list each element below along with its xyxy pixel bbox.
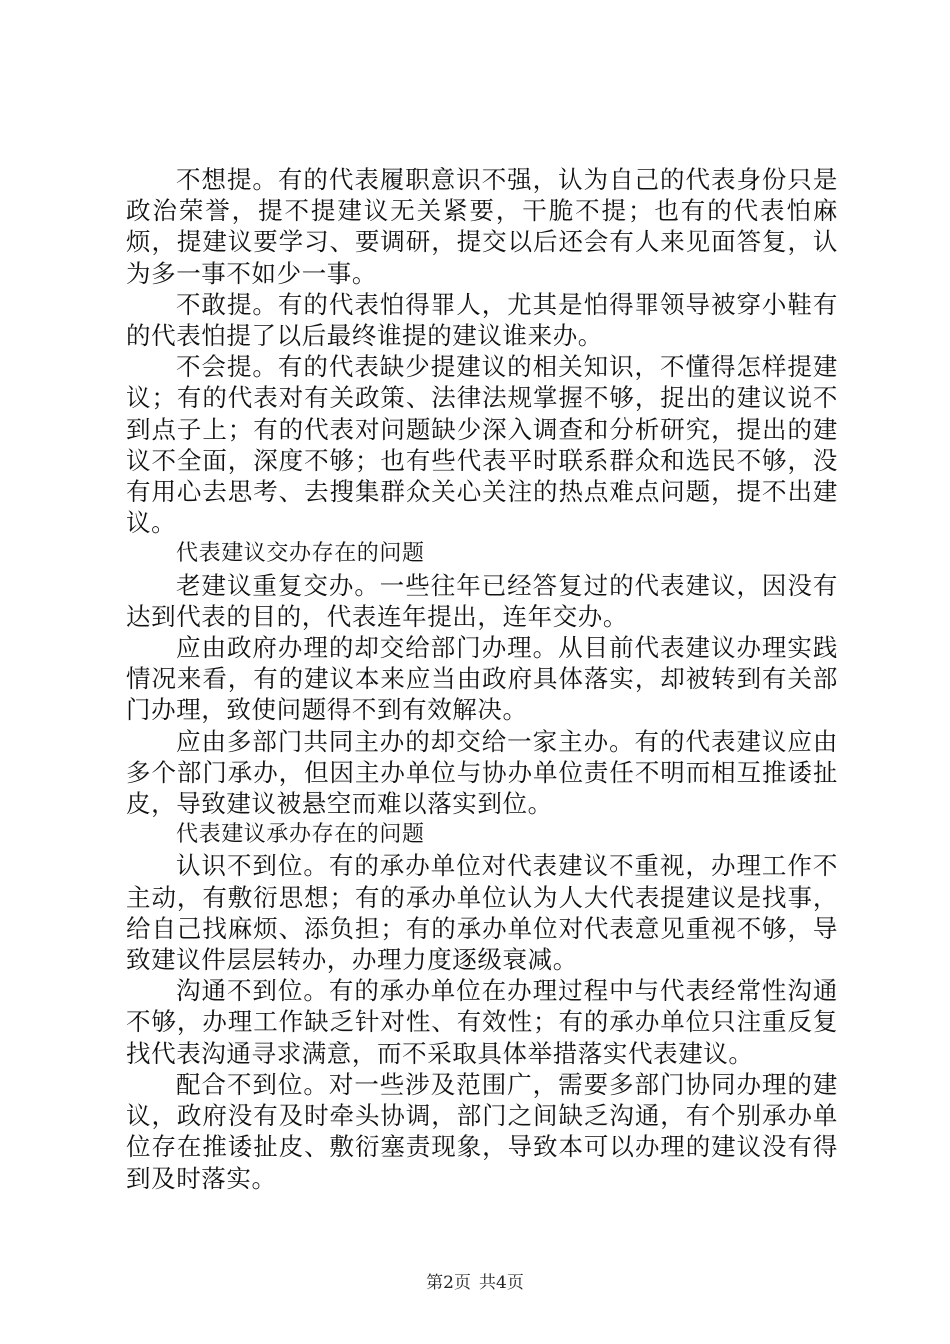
paragraph-goutong: 沟通不到位。有的承办单位在办理过程中与代表经常性沟通不够，办理工作缺乏针对性、有效性；有的承办单位只注重反复找代表沟通寻求满意，而不采取具体举措落实代表建议。 xyxy=(126,976,838,1068)
paragraph-renshi: 认识不到位。有的承办单位对代表建议不重视，办理工作不主动，有敷衍思想；有的承办单位认为人大代表提建议是找事，给自己找麻烦、添负担；有的承办单位对代表意见重视不够，导致建议件层层转办，办理力度逐级衰减。 xyxy=(126,851,838,975)
page-total: 共4页 xyxy=(479,1273,524,1293)
document-body xyxy=(126,164,838,1194)
paragraph-lao-jianyi: 老建议重复交办。一些往年已经答复过的代表建议，因没有达到代表的目的，代表连年提出，连年交办。 xyxy=(126,570,838,631)
section-heading-jiaoban: 代表建议交办存在的问题 xyxy=(176,541,425,567)
paragraph-bu-hui-ti: 不会提。有的代表缺少提建议的相关知识，不懂得怎样提建议；有的代表对有关政策、法律法规掌握不够，捉出的建议说不到点子上；有的代表对问题缺少深入调查和分析研究，提出的建议不全面，深度不够；也有些代表平时联系群众和选民不够，没有用心去思考、去搜集群众关心关注的热点难点问题，提不出建议。 xyxy=(126,352,838,538)
paragraph-zhengfu-banli: 应由政府办理的却交给部门办理。从目前代表建议办理实践情况来看，有的建议本来应当由政府具体落实，却被转到有关部门办理，致使问题得不到有效解决。 xyxy=(126,633,838,725)
paragraph-bu-xiang-ti: 不想提。有的代表履职意识不强，认为自己的代表身份只是政治荣誉，提不提建议无关紧要，干脆不提；也有的代表怕麻烦，提建议要学习、要调研，提交以后还会有人来见面答复，认为多一事不如少一事。 xyxy=(126,165,838,288)
paragraph-peihe: 配合不到位。对一些涉及范围广，需要多部门协同办理的建议，政府没有及时牵头协调，部门之间缺乏沟通，有个别承办单位存在推诿扯皮、敷衍塞责现象，导致本可以办理的建议没有得到及时落实。 xyxy=(126,1069,838,1193)
paragraph-duo-bumen: 应由多部门共同主办的却交给一家主办。有的代表建议应由多个部门承办，但因主办单位与协办单位责任不明而相互推诿扯皮，导致建议被悬空而难以落实到位。 xyxy=(126,726,838,819)
section-heading-chengban: 代表建议承办存在的问题 xyxy=(176,822,425,848)
page-number: 第2页 xyxy=(426,1273,471,1293)
paragraph-bu-gan-ti: 不敢提。有的代表怕得罪人，尤其是怕得罪领导被穿小鞋有的代表怕提了以后最终谁提的建议谁来办。 xyxy=(126,289,838,351)
page-footer xyxy=(0,1272,950,1294)
